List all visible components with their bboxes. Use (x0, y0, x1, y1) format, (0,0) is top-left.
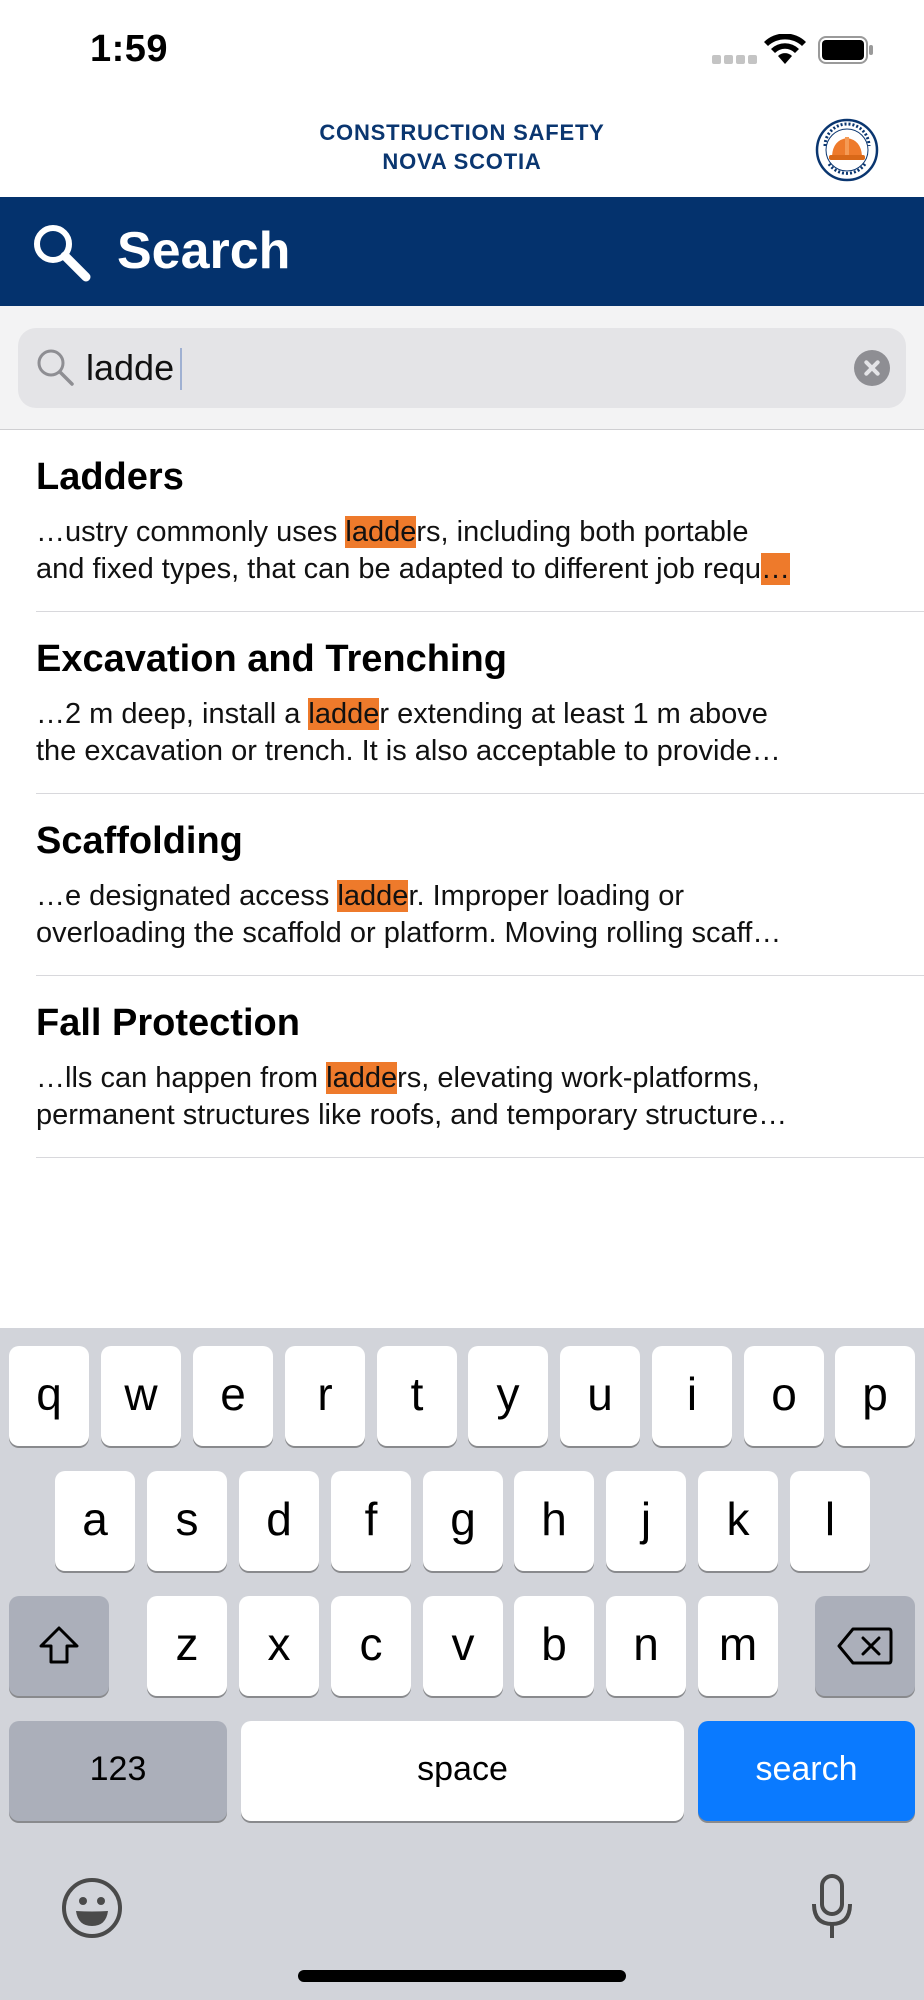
microphone-icon[interactable] (810, 1874, 854, 1942)
numbers-key[interactable]: 123 (9, 1721, 227, 1821)
match-highlight: … (761, 553, 790, 585)
result-snippet: …lls can happen from ladders, elevating work-platforms, permanent structures like roofs, and temporary structure… (36, 1062, 788, 1131)
match-highlight: ladde (337, 880, 409, 912)
key-h[interactable]: h (514, 1471, 594, 1571)
key-c[interactable]: c (331, 1596, 411, 1696)
result-title: Fall Protection (36, 1002, 300, 1044)
key-s[interactable]: s (147, 1471, 227, 1571)
brand-line-1: CONSTRUCTION SAFETY (319, 120, 605, 145)
wifi-icon (764, 34, 806, 66)
key-y[interactable]: y (468, 1346, 548, 1446)
brand-title (0, 118, 924, 176)
key-w[interactable]: w (101, 1346, 181, 1446)
search-field[interactable] (18, 328, 906, 408)
key-j[interactable]: j (606, 1471, 686, 1571)
key-f[interactable]: f (331, 1471, 411, 1571)
emoji-icon[interactable] (60, 1876, 124, 1940)
result-title: Ladders (36, 456, 184, 498)
key-u[interactable]: u (560, 1346, 640, 1446)
match-highlight: ladde (308, 698, 380, 730)
result-snippet: …e designated access ladder. Improper loading or overloading the scaffold or platform. Moving rolling scaff… (36, 880, 782, 949)
home-indicator[interactable] (298, 1970, 626, 1982)
shift-icon (37, 1624, 81, 1668)
list-item[interactable] (36, 976, 924, 1158)
keyboard (0, 1328, 924, 2000)
page-header (0, 197, 924, 306)
hardhat-logo-icon[interactable] (815, 118, 879, 182)
key-a[interactable]: a (55, 1471, 135, 1571)
battery-icon (818, 36, 874, 64)
text-cursor (180, 348, 182, 390)
match-highlight: ladde (326, 1062, 398, 1094)
list-item[interactable] (36, 612, 924, 794)
search-bar (0, 306, 924, 430)
key-b[interactable]: b (514, 1596, 594, 1696)
search-input[interactable] (86, 338, 846, 398)
cellular-signal-icon (712, 55, 758, 65)
backspace-icon (837, 1626, 893, 1666)
key-n[interactable]: n (606, 1596, 686, 1696)
key-v[interactable]: v (423, 1596, 503, 1696)
list-item[interactable] (36, 430, 924, 612)
key-o[interactable]: o (744, 1346, 824, 1446)
space-key[interactable]: space (241, 1721, 684, 1821)
magnifier-icon (34, 346, 76, 388)
status-bar (0, 0, 924, 100)
key-g[interactable]: g (423, 1471, 503, 1571)
key-d[interactable]: d (239, 1471, 319, 1571)
key-t[interactable]: t (377, 1346, 457, 1446)
search-results-list (0, 430, 924, 1158)
list-item[interactable] (36, 794, 924, 976)
result-snippet: …ustry commonly uses ladders, including both portable and fixed types, that can be adapted to different job requ… (36, 516, 790, 585)
search-key[interactable]: search (698, 1721, 915, 1821)
key-z[interactable]: z (147, 1596, 227, 1696)
key-q[interactable]: q (9, 1346, 89, 1446)
brand-header (0, 100, 924, 197)
key-x[interactable]: x (239, 1596, 319, 1696)
page-title: Search (117, 222, 291, 280)
key-p[interactable]: p (835, 1346, 915, 1446)
shift-key[interactable] (9, 1596, 109, 1696)
search-icon (30, 221, 92, 283)
key-k[interactable]: k (698, 1471, 778, 1571)
brand-line-2: NOVA SCOTIA (382, 149, 542, 174)
result-title: Excavation and Trenching (36, 638, 507, 680)
match-highlight: ladde (345, 516, 417, 548)
result-title: Scaffolding (36, 820, 243, 862)
status-time: 1:59 (90, 28, 169, 70)
key-e[interactable]: e (193, 1346, 273, 1446)
clear-icon[interactable] (854, 350, 890, 386)
key-i[interactable]: i (652, 1346, 732, 1446)
result-snippet: …2 m deep, install a ladder extending at least 1 m above the excavation or trench. It is also acceptable to provide… (36, 698, 781, 767)
delete-key[interactable] (815, 1596, 915, 1696)
key-r[interactable]: r (285, 1346, 365, 1446)
key-m[interactable]: m (698, 1596, 778, 1696)
key-l[interactable]: l (790, 1471, 870, 1571)
